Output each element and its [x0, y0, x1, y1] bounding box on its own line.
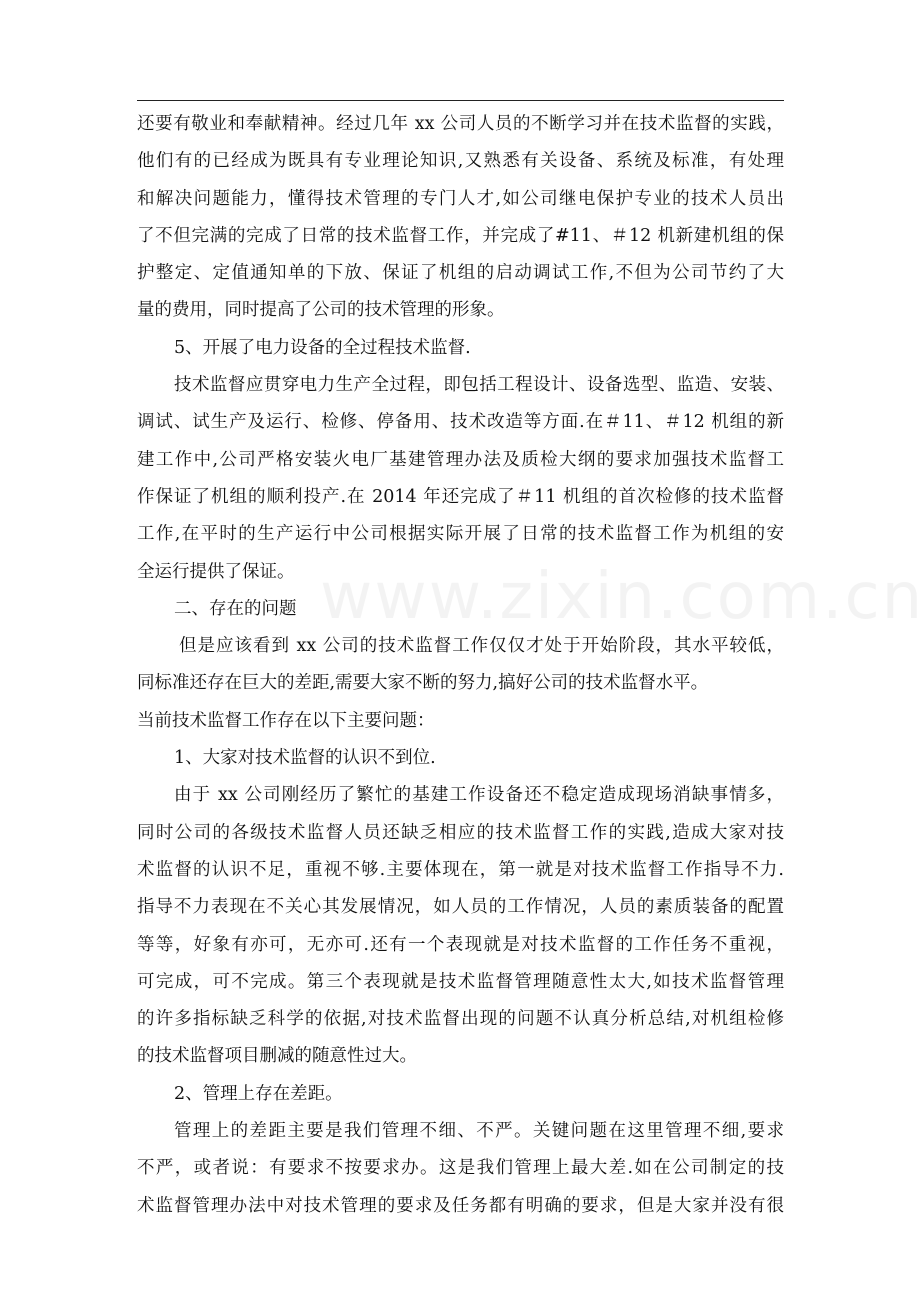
text-line: 二、存在的问题	[174, 598, 297, 619]
text-line: 他们有的已经成为既具有专业理论知识,又熟悉有关设备、系统及标准，有处理	[137, 151, 784, 172]
text-line: 术监督的认识不足，重视不够.主要体现在，第一就是对技术监督工作指导不力.	[137, 859, 784, 880]
text-line: 建工作中,公司严格安装火电厂基建管理办法及质检大纲的要求加强技术监督工	[137, 449, 784, 470]
header-rule	[137, 100, 784, 101]
text-line: 的许多指标缺乏科学的依据,对技术监督出现的问题不认真分析总结,对机组检修	[137, 1009, 784, 1030]
text-line: 同标准还存在巨大的差距,需要大家不断的努力,搞好公司的技术监督水平。	[137, 673, 709, 694]
text-line: 全运行提供了保证。	[137, 561, 295, 582]
text-line: 和解决问题能力，懂得技术管理的专门人才,如公司继电保护专业的技术人员出	[137, 188, 784, 209]
text-line: 量的费用，同时提高了公司的技术管理的形象。	[137, 300, 505, 321]
text-line: 的技术监督项目删减的随意性过大。	[137, 1046, 417, 1067]
text-line: 不严，或者说：有要求不按要求办。这是我们管理上最大差.如在公司制定的技	[137, 1158, 784, 1179]
text-line: 但是应该看到 xx 公司的技术监督工作仅仅才处于开始阶段，其水平较低，	[179, 636, 784, 657]
text-line: 同时公司的各级技术监督人员还缺乏相应的技术监督工作的实践,造成大家对技	[137, 822, 784, 843]
text-line: 5、开展了电力设备的全过程技术监督.	[174, 337, 471, 358]
text-line: 调试、试生产及运行、检修、停备用、技术改造等方面.在＃11、＃12 机组的新	[137, 412, 784, 433]
text-line: 工作,在平时的生产运行中公司根据实际开展了日常的技术监督工作为机组的安	[137, 524, 784, 545]
text-line: 护整定、定值通知单的下放、保证了机组的启动调试工作,不但为公司节约了大	[137, 263, 784, 284]
text-line: 由于 xx 公司刚经历了繁忙的基建工作设备还不稳定造成现场消缺事情多，	[174, 785, 784, 806]
text-line: 当前技术监督工作存在以下主要问题：	[137, 710, 435, 731]
document-body	[137, 106, 784, 1225]
text-line: 还要有敬业和奉献精神。经过几年 xx 公司人员的不断学习并在技术监督的实践，	[137, 114, 784, 134]
text-line: 作保证了机组的顺利投产.在 2014 年还完成了＃11 机组的首次检修的技术监督	[137, 486, 784, 507]
text-line: 等等，好象有亦可，无亦可.还有一个表现就是对技术监督的工作任务不重视，	[137, 934, 784, 955]
text-line: 指导不力表现在不关心其发展情况，如人员的工作情况，人员的素质装备的配置	[137, 897, 784, 918]
text-line: 术监督管理办法中对技术管理的要求及任务都有明确的要求，但是大家并没有很	[137, 1195, 784, 1216]
text-line: 技术监督应贯穿电力生产全过程，即包括工程设计、设备选型、监造、安装、	[174, 375, 784, 396]
text-line: 可完成，可不完成。第三个表现就是技术监督管理随意性太大,如技术监督管理	[137, 971, 784, 992]
text-line: 2、管理上存在差距。	[174, 1083, 343, 1104]
text-line: 管理上的差距主要是我们管理不细、不严。关键问题在这里管理不细,要求	[174, 1121, 784, 1142]
text-line: 1、大家对技术监督的认识不到位.	[174, 748, 436, 769]
text-line: 了不但完满的完成了日常的技术监督工作，并完成了#11、＃12 机新建机组的保	[137, 225, 784, 246]
